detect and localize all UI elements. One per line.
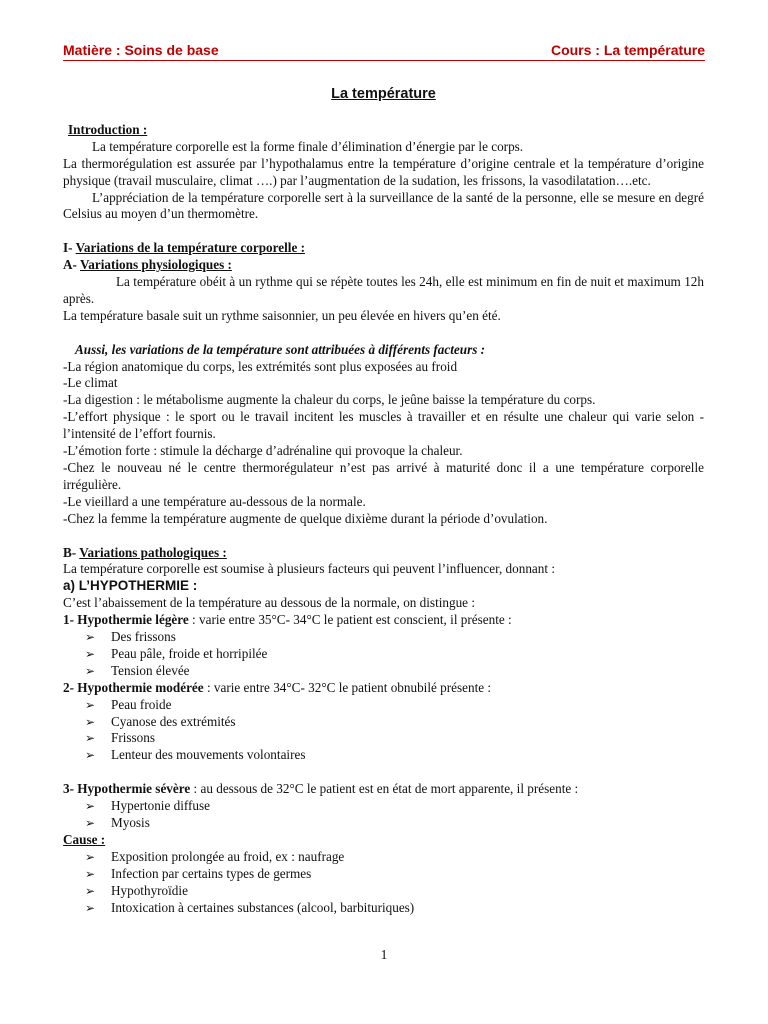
hypothermia-intro: C’est l’abaissement de la température au dessous de la normale, on distingue : bbox=[63, 595, 475, 611]
list-item-text: Des frissons bbox=[111, 629, 176, 645]
arrowhead-bullet-icon: ➢ bbox=[85, 883, 96, 898]
subsection-b-title: Variations pathologiques : bbox=[79, 544, 227, 560]
factor-item: -La région anatomique du corps, les extrémités sont plus exposées au froid bbox=[63, 358, 458, 374]
factor-item: -Chez le nouveau né le centre thermorégulateur n’est pas arrivé à maturité donc il a une température corporelle irrégulière. bbox=[63, 460, 704, 492]
list-item bbox=[85, 866, 704, 883]
arrowhead-bullet-icon: ➢ bbox=[85, 646, 96, 661]
list-item bbox=[85, 849, 704, 866]
list-item bbox=[85, 815, 704, 832]
level-2-number: 2- bbox=[63, 679, 74, 695]
list-item-text: Myosis bbox=[111, 815, 150, 830]
level-2-title: Hypothermie modérée bbox=[77, 679, 204, 695]
list-item-text: Tension élevée bbox=[111, 662, 190, 678]
cause-list bbox=[63, 849, 704, 917]
factor-item: -Le vieillard a une température au-dessous de la normale. bbox=[63, 493, 366, 509]
page-number: 1 bbox=[380, 947, 388, 962]
list-item bbox=[85, 646, 704, 663]
list-item-text: Peau froide bbox=[111, 696, 172, 712]
list-item bbox=[85, 730, 704, 747]
list-item bbox=[85, 714, 704, 731]
physio-paragraph-1: La température obéit à un rythme qui se répète toutes les 24h, elle est minimum en fin de nuit et maximum 12h après. bbox=[63, 274, 704, 306]
arrowhead-bullet-icon: ➢ bbox=[85, 663, 96, 678]
list-item-text: Lenteur des mouvements volontaires bbox=[111, 747, 306, 763]
intro-paragraph-3: L’appréciation de la température corporelle sert à la surveillance de la santé de la personne, elle se mesure en degré Celsius au moyen d’un thermomètre. bbox=[63, 189, 704, 222]
level-1-number: 1- bbox=[63, 612, 74, 628]
list-item-text: Hypothyroïdie bbox=[111, 882, 188, 898]
intro-paragraph-2: La thermorégulation est assurée par l’hypothalamus entre la température d’origine centrale et la température d’origine physique (travail musculaire, climat ….) par l’augmentation de la sudation, les frissons, la vasodilatation….etc. bbox=[63, 155, 704, 188]
section-1-title: Variations de la température corporelle : bbox=[75, 240, 305, 256]
hypothermia-level-2 bbox=[63, 680, 704, 697]
list-item-text: Peau pâle, froide et horripilée bbox=[111, 645, 268, 661]
arrowhead-bullet-icon: ➢ bbox=[85, 731, 96, 746]
factor-item: -L’effort physique : le sport ou le travail incitent les muscles à travailler et en résulte une chaleur qui varie selon -l’intensité de l’effort fournis. bbox=[63, 409, 704, 442]
subsection-a-title: Variations physiologiques : bbox=[79, 257, 232, 273]
header-subject: Matière : Soins de base bbox=[63, 42, 219, 58]
factor-item: -La digestion : le métabolisme augmente la chaleur du corps, le jeûne baisse la température du corps. bbox=[63, 392, 596, 408]
level-3-text: : au dessous de 32°C le patient est en état de mort apparente, il présente : bbox=[190, 781, 579, 797]
section-1-number: I- bbox=[63, 240, 73, 256]
factor-item: -L’émotion forte : stimule la décharge d’adrénaline qui provoque la chaleur. bbox=[63, 443, 463, 459]
arrowhead-bullet-icon: ➢ bbox=[85, 630, 96, 645]
factor-item: -Le climat bbox=[63, 375, 118, 391]
subsection-b-heading bbox=[63, 545, 704, 562]
list-item bbox=[85, 798, 704, 815]
factors-list bbox=[63, 359, 704, 528]
intro-paragraph-1: La température corporelle est la forme finale d’élimination d’énergie par le corps. bbox=[92, 138, 524, 154]
list-item bbox=[85, 747, 704, 764]
level-1-list bbox=[63, 629, 704, 680]
pathology-intro: La température corporelle est soumise à plusieurs facteurs qui peuvent l’influencer, donnant : bbox=[63, 561, 555, 577]
subsection-b-number: B- bbox=[63, 544, 77, 560]
intro-heading: Introduction : bbox=[68, 121, 148, 137]
arrowhead-bullet-icon: ➢ bbox=[85, 697, 96, 712]
hypothermia-level-3 bbox=[63, 781, 704, 798]
list-item bbox=[85, 663, 704, 680]
level-1-text: : varie entre 35°C- 34°C le patient est conscient, il présente : bbox=[188, 612, 512, 628]
list-item-text: Cyanose des extrémités bbox=[111, 713, 236, 729]
list-item bbox=[85, 629, 704, 646]
header-course: Cours : La température bbox=[550, 42, 705, 58]
subsection-a-number: A- bbox=[63, 257, 77, 273]
list-item-text: Intoxication à certaines substances (alcool, barbituriques) bbox=[111, 899, 415, 915]
arrowhead-bullet-icon: ➢ bbox=[85, 849, 96, 864]
list-item-text: Exposition prolongée au froid, ex : naufrage bbox=[111, 848, 345, 864]
list-item-text: Hypertonie diffuse bbox=[111, 798, 211, 814]
arrowhead-bullet-icon: ➢ bbox=[85, 866, 96, 881]
hypothermia-heading: a) L’HYPOTHERMIE : bbox=[63, 578, 198, 594]
list-item-text: Infection par certains types de germes bbox=[111, 865, 312, 881]
page-title: La température bbox=[331, 86, 436, 102]
subsection-a-heading bbox=[63, 257, 704, 274]
section-1-heading bbox=[63, 240, 704, 257]
list-item-text: Frissons bbox=[111, 730, 155, 746]
factor-item: -Chez la femme la température augmente de quelque dixième durant la période d’ovulation. bbox=[63, 510, 548, 526]
cause-heading: Cause : bbox=[63, 831, 106, 847]
level-3-number: 3- bbox=[63, 781, 74, 797]
arrowhead-bullet-icon: ➢ bbox=[85, 714, 96, 729]
level-2-list bbox=[63, 697, 704, 765]
list-item bbox=[85, 900, 704, 917]
arrowhead-bullet-icon: ➢ bbox=[85, 816, 96, 830]
arrowhead-bullet-icon: ➢ bbox=[85, 748, 96, 763]
list-item bbox=[85, 883, 704, 900]
level-3-title: Hypothermie sévère bbox=[77, 781, 191, 797]
list-item bbox=[85, 697, 704, 714]
hypothermia-level-1 bbox=[63, 612, 704, 629]
physio-paragraph-2: La température basale suit un rythme saisonnier, un peu élevée en hivers qu’en été. bbox=[63, 307, 501, 323]
level-1-title: Hypothermie légère bbox=[77, 612, 189, 628]
level-3-list bbox=[63, 798, 704, 832]
factors-heading: Aussi, les variations de la température sont attribuées à différents facteurs : bbox=[75, 341, 486, 357]
arrowhead-bullet-icon: ➢ bbox=[85, 900, 96, 915]
page-header bbox=[63, 42, 705, 61]
document-body bbox=[63, 86, 704, 916]
level-2-text: : varie entre 34°C- 32°C le patient obnubilé présente : bbox=[203, 679, 492, 695]
arrowhead-bullet-icon: ➢ bbox=[85, 799, 96, 814]
